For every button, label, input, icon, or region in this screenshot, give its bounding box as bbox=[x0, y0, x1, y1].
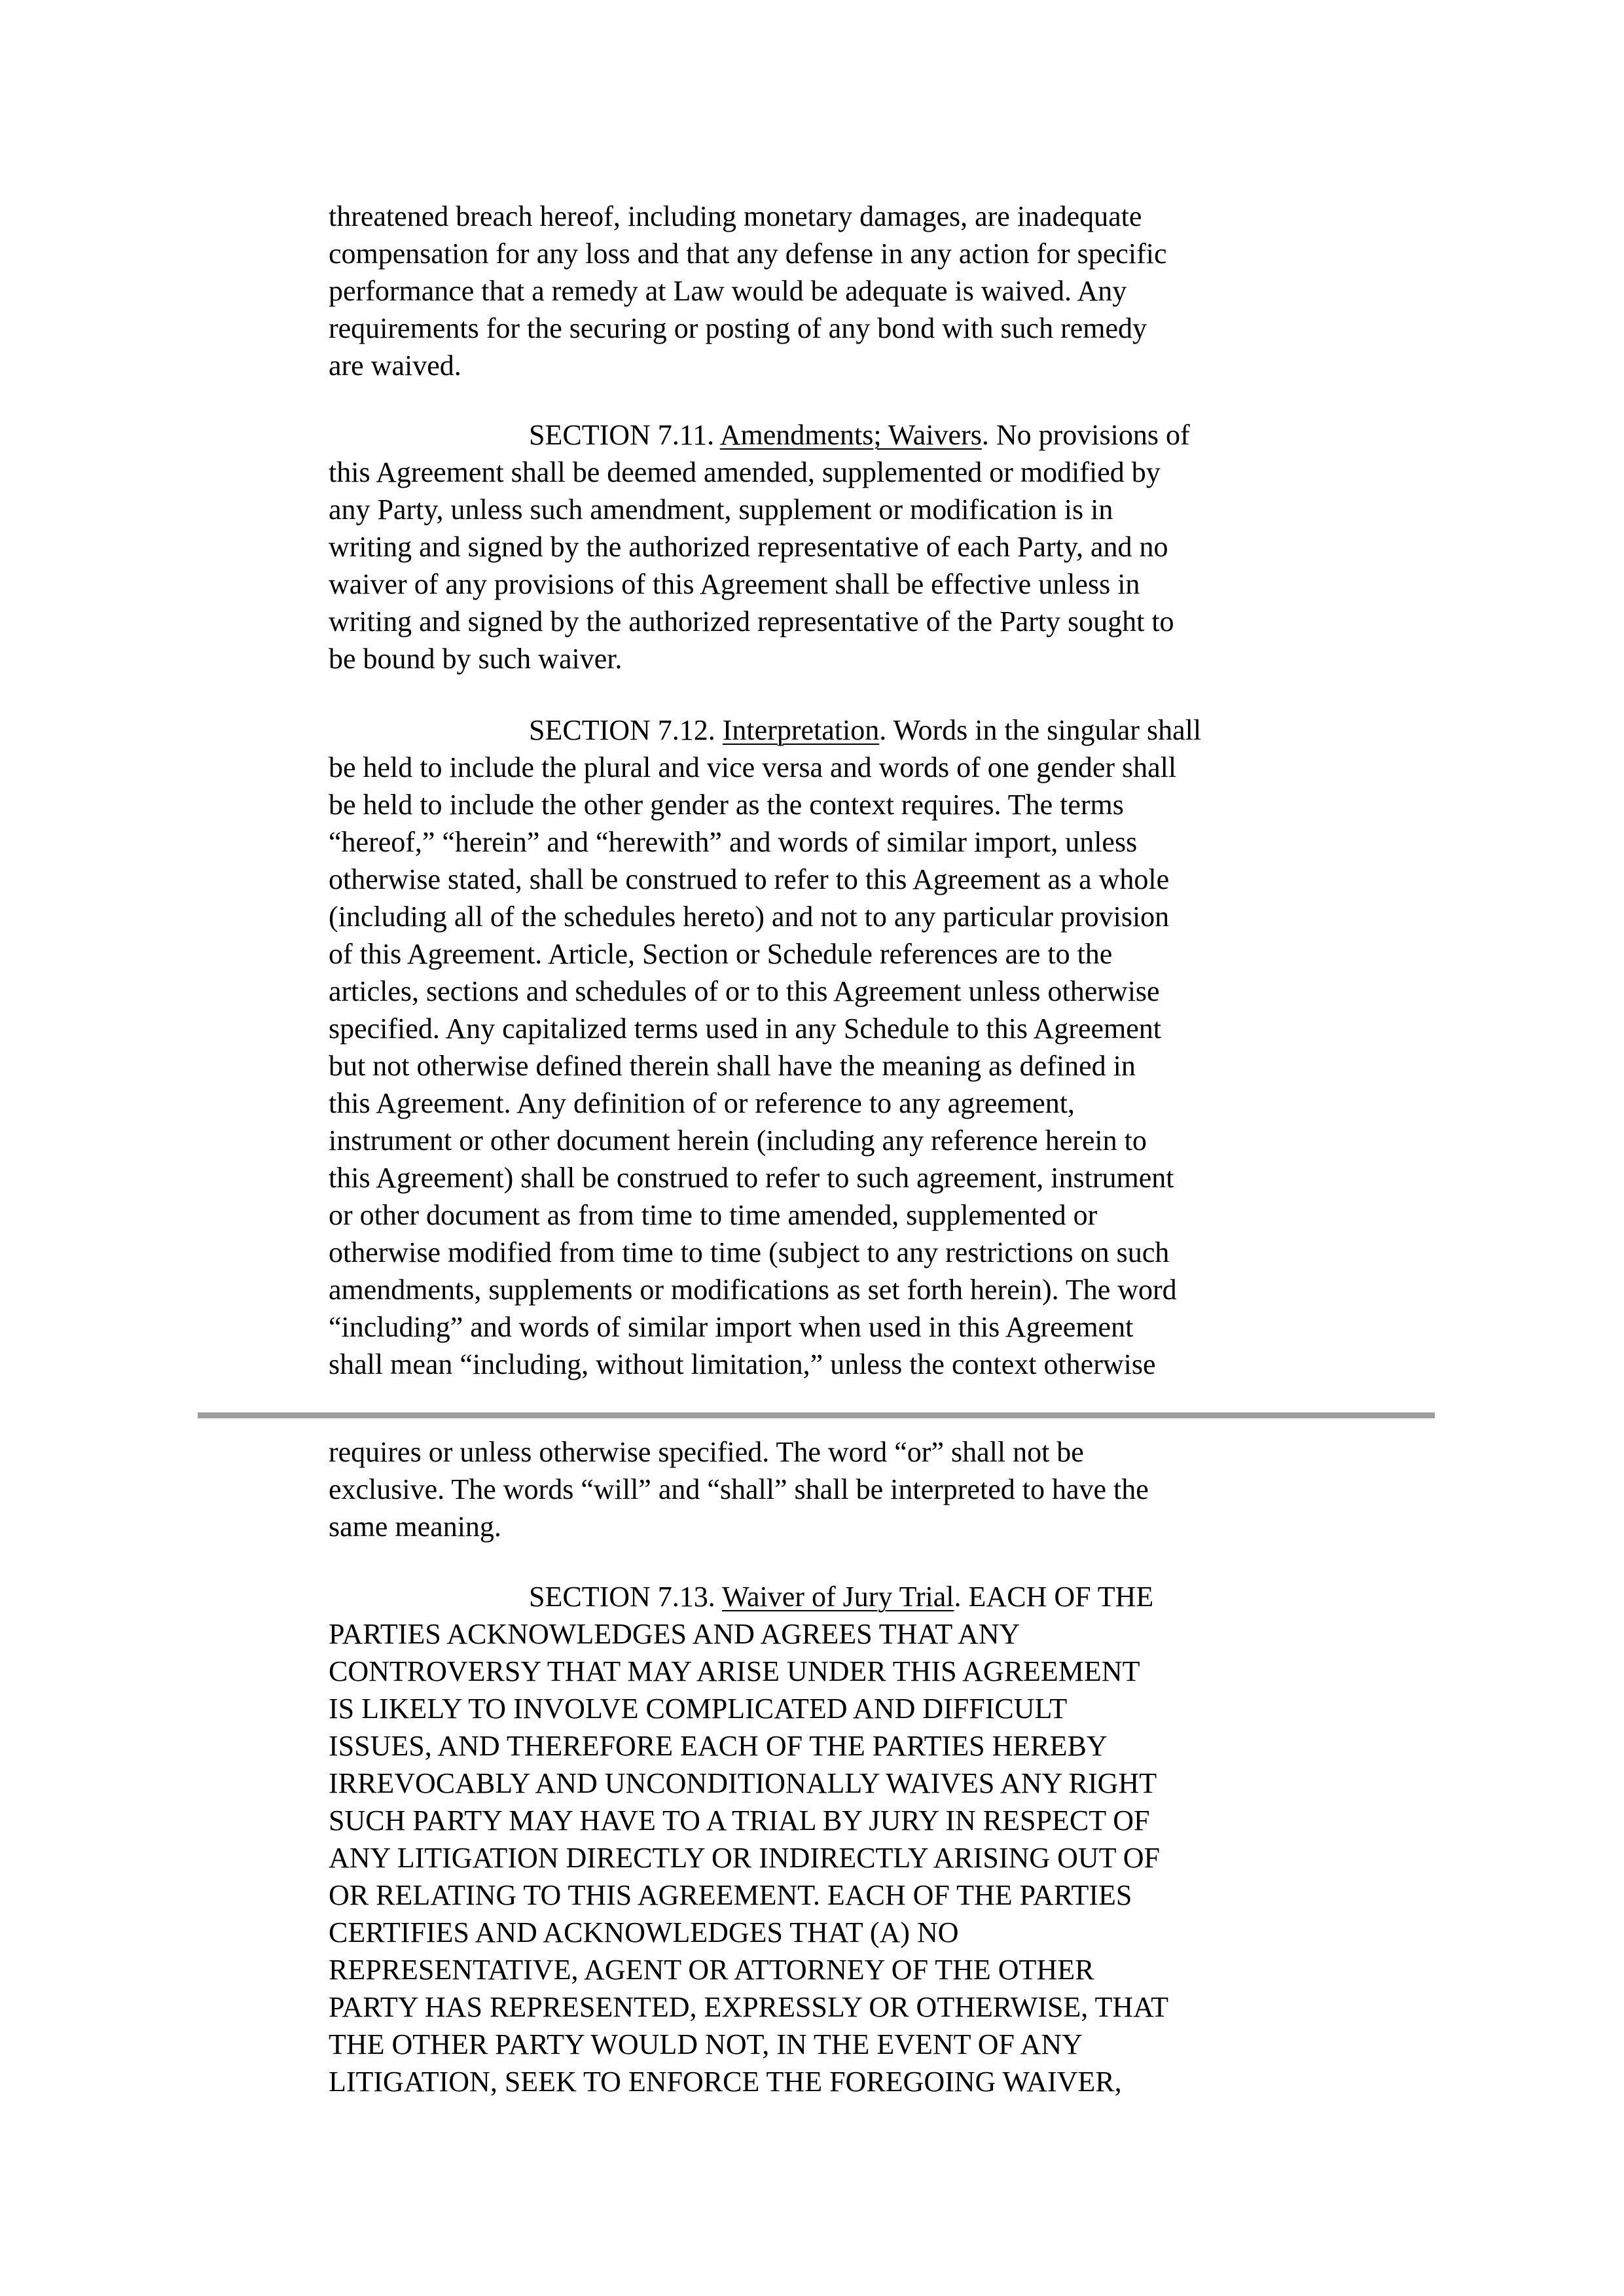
continuation-paragraph-7-10 bbox=[329, 198, 1324, 384]
section-7-13-heading-line bbox=[329, 1578, 1324, 1615]
paragraph-line: OR RELATING TO THIS AGREEMENT. EACH OF THE PARTIES bbox=[329, 1879, 1132, 1911]
paragraph-line: requires or unless otherwise specified. The word “or” shall not be bbox=[329, 1436, 1084, 1468]
section-7-12-paragraph bbox=[329, 711, 1324, 1383]
section-number: SECTION 7.13. bbox=[529, 1581, 715, 1613]
section-title: Waiver of Jury Trial bbox=[722, 1581, 954, 1613]
paragraph-line: PARTIES ACKNOWLEDGES AND AGREES THAT ANY bbox=[329, 1618, 1020, 1650]
paragraph-line: performance that a remedy at Law would be adequate is waived. Any bbox=[329, 275, 1127, 307]
paragraph-line: ANY LITIGATION DIRECTLY OR INDIRECTLY ARISING OUT OF bbox=[329, 1842, 1160, 1874]
paragraph-line: or other document as from time to time amended, supplemented or bbox=[329, 1199, 1098, 1231]
paragraph-line: writing and signed by the authorized representative of each Party, and no bbox=[329, 531, 1168, 563]
paragraph-line: otherwise modified from time to time (subject to any restrictions on such bbox=[329, 1236, 1170, 1268]
paragraph-line: be held to include the plural and vice versa and words of one gender shall bbox=[329, 751, 1177, 783]
paragraph-line: this Agreement) shall be construed to refer to such agreement, instrument bbox=[329, 1162, 1174, 1194]
section-7-11-heading-line bbox=[329, 416, 1324, 454]
paragraph-line: compensation for any loss and that any defense in any action for specific bbox=[329, 238, 1167, 270]
heading-line-rest: . Words in the singular shall bbox=[879, 714, 1202, 746]
section-number: SECTION 7.12. bbox=[529, 714, 715, 746]
paragraph-line: (including all of the schedules hereto) and not to any particular provision bbox=[329, 901, 1170, 933]
paragraph-line: exclusive. The words “will” and “shall” shall be interpreted to have the bbox=[329, 1473, 1149, 1505]
paragraph-line: be bound by such waiver. bbox=[329, 643, 623, 675]
paragraph-line: but not otherwise defined therein shall have the meaning as defined in bbox=[329, 1050, 1136, 1082]
paragraph-line: REPRESENTATIVE, AGENT OR ATTORNEY OF THE OTHER bbox=[329, 1954, 1094, 1986]
continuation-paragraph-7-12 bbox=[329, 1433, 1324, 1545]
paragraph-line: writing and signed by the authorized representative of the Party sought to bbox=[329, 605, 1174, 637]
section-number: SECTION 7.11. bbox=[529, 419, 715, 451]
paragraph-line: specified. Any capitalized terms used in any Schedule to this Agreement bbox=[329, 1013, 1161, 1045]
section-7-11-paragraph bbox=[329, 416, 1324, 677]
paragraph-line: waiver of any provisions of this Agreement shall be effective unless in bbox=[329, 568, 1140, 600]
paragraph-line: IS LIKELY TO INVOLVE COMPLICATED AND DIFFICULT bbox=[329, 1693, 1068, 1725]
paragraph-line: ISSUES, AND THEREFORE EACH OF THE PARTIES HEREBY bbox=[329, 1730, 1108, 1762]
paragraph-line: CONTROVERSY THAT MAY ARISE UNDER THIS AGREEMENT bbox=[329, 1655, 1140, 1687]
paragraph-line: PARTY HAS REPRESENTED, EXPRESSLY OR OTHERWISE, THAT bbox=[329, 1991, 1168, 2023]
paragraph-line: shall mean “including, without limitation,” unless the context otherwise bbox=[329, 1348, 1156, 1380]
paragraph-line: amendments, supplements or modifications as set forth herein). The word bbox=[329, 1274, 1177, 1306]
paragraph-line: be held to include the other gender as the context requires. The terms bbox=[329, 789, 1124, 821]
section-7-12-heading-line bbox=[329, 711, 1324, 749]
section-title: Amendments; Waivers bbox=[719, 419, 982, 451]
paragraph-line: otherwise stated, shall be construed to refer to this Agreement as a whole bbox=[329, 863, 1170, 895]
paragraph-line: are waived. bbox=[329, 350, 461, 382]
heading-line-rest: . EACH OF THE bbox=[954, 1581, 1154, 1613]
paragraph-line: SUCH PARTY MAY HAVE TO A TRIAL BY JURY IN RESPECT OF bbox=[329, 1804, 1150, 1837]
paragraph-line: IRREVOCABLY AND UNCONDITIONALLY WAIVES ANY RIGHT bbox=[329, 1767, 1157, 1799]
section-title: Interpretation bbox=[722, 714, 880, 746]
paragraph-line: LITIGATION, SEEK TO ENFORCE THE FOREGOING WAIVER, bbox=[329, 2066, 1122, 2098]
paragraph-line: “including” and words of similar import when used in this Agreement bbox=[329, 1311, 1134, 1343]
paragraph-line: threatened breach hereof, including monetary damages, are inadequate bbox=[329, 200, 1142, 232]
paragraph-line: this Agreement shall be deemed amended, supplemented or modified by bbox=[329, 456, 1161, 488]
paragraph-line: this Agreement. Any definition of or reference to any agreement, bbox=[329, 1087, 1075, 1119]
paragraph-line: same meaning. bbox=[329, 1511, 501, 1543]
paragraph-line: THE OTHER PARTY WOULD NOT, IN THE EVENT OF ANY bbox=[329, 2028, 1083, 2060]
paragraph-line: articles, sections and schedules of or to this Agreement unless otherwise bbox=[329, 975, 1160, 1007]
paragraph-line: any Party, unless such amendment, supplement or modification is in bbox=[329, 493, 1113, 526]
paragraph-line: requirements for the securing or posting of any bond with such remedy bbox=[329, 312, 1147, 344]
paragraph-line: CERTIFIES AND ACKNOWLEDGES THAT (A) NO bbox=[329, 1916, 959, 1948]
paragraph-line: “hereof,” “herein” and “herewith” and words of similar import, unless bbox=[329, 826, 1138, 858]
section-7-13-paragraph bbox=[329, 1578, 1324, 2100]
paragraph-line: of this Agreement. Article, Section or Schedule references are to the bbox=[329, 938, 1113, 970]
page-break-divider bbox=[198, 1412, 1435, 1418]
heading-line-rest: . No provisions of bbox=[981, 419, 1190, 451]
paragraph-line: instrument or other document herein (including any reference herein to bbox=[329, 1124, 1147, 1157]
